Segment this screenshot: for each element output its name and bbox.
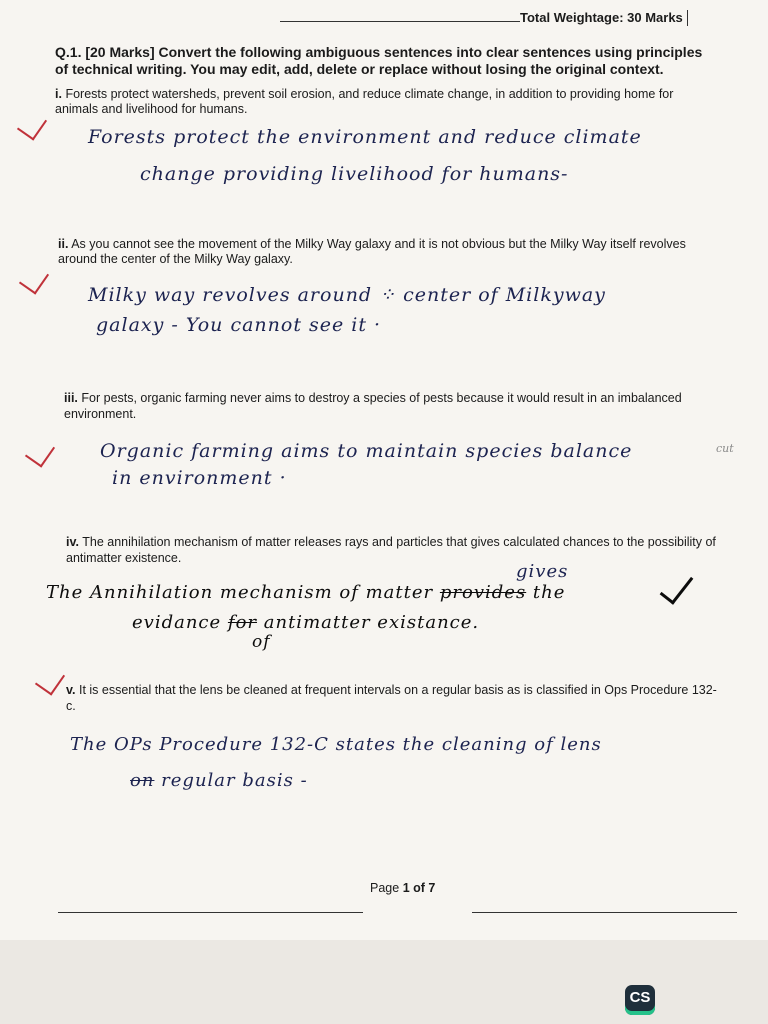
item-2-answer-line-1: Milky way revolves around ⁘ center of Milkyway [88, 284, 606, 306]
item-2-text [58, 237, 708, 267]
item-1-number: i. [55, 87, 62, 101]
item-4-struck-word: provides [439, 582, 527, 603]
item-4-number: iv. [66, 535, 79, 549]
item-4-answer-line-2 [132, 612, 479, 633]
item-2-answer-line-2: galaxy - You cannot see it · [96, 314, 382, 336]
scanner-logo: CS [625, 985, 655, 1015]
item-4-answer-line-2-end: antimatter existance. [263, 612, 480, 633]
header-rule [280, 21, 520, 22]
item-3-text [64, 390, 714, 422]
item-4-answer-line-1-start: The Annihilation mechanism of matter [46, 582, 434, 603]
item-2-number: ii. [58, 237, 69, 251]
page-total: 7 [428, 881, 436, 895]
item-3-answer-line-2: in environment · [112, 467, 287, 489]
page-label: Page [370, 881, 400, 895]
page-number [370, 880, 435, 896]
item-1-body: Forests protect watersheds, prevent soil erosion, and reduce climate change, in addition to providing home for animals and livelihood for humans. [55, 87, 674, 116]
item-5-number: v. [66, 683, 76, 697]
item-5-text [66, 682, 726, 714]
item-3-body: For pests, organic farming never aims to destroy a species of pests because it would result in an imbalanced environment. [64, 391, 682, 421]
item-3-number: iii. [64, 391, 78, 405]
item-2-body: As you cannot see the movement of the Milky Way galaxy and it is not obvious but the Milky Way itself revolves around the center of the Milky Way galaxy. [58, 237, 686, 266]
item-5-answer-line-2-text: regular basis - [161, 770, 308, 791]
item-4-struck-word-2: for [227, 612, 258, 633]
margin-note: cut [716, 442, 734, 455]
item-4-insert-of: of [252, 632, 271, 652]
item-4-answer-line-1 [46, 582, 565, 603]
item-5-answer-line-2 [130, 770, 308, 791]
item-5-struck-word: on [130, 770, 155, 791]
item-3-answer-line-1: Organic farming aims to maintain species balance [100, 440, 633, 462]
footer-rule-left [58, 912, 363, 913]
item-4-answer-line-1-end: the [532, 582, 566, 603]
page-current: 1 [402, 881, 410, 895]
total-weightage: Total Weightage: 30 Marks [520, 10, 688, 26]
item-1-answer-line-1: Forests protect the environment and reduce climate [88, 126, 642, 148]
page-of: of [413, 881, 425, 895]
item-5-answer-line-1: The OPs Procedure 132-C states the cleaning of lens [70, 734, 602, 755]
item-4-insert-gives: gives [516, 561, 569, 582]
footer-rule-right [472, 912, 737, 913]
question-prompt: Q.1. [20 Marks] Convert the following ambiguous sentences into clear sentences using principles of technical writing. You may edit, add, delete or replace without losing the original context. [55, 44, 703, 77]
item-1-text [55, 87, 695, 117]
item-4-text [66, 534, 716, 566]
item-5-body: It is essential that the lens be cleaned at frequent intervals on a regular basis as is classified in Ops Procedure 132-c. [66, 683, 717, 713]
item-4-answer-line-2-start: evidance [132, 612, 222, 633]
item-4-body: The annihilation mechanism of matter releases rays and particles that gives calculated chances to the possibility of antimatter existence. [66, 535, 716, 565]
item-1-answer-line-2: change providing livelihood for humans- [140, 163, 569, 185]
